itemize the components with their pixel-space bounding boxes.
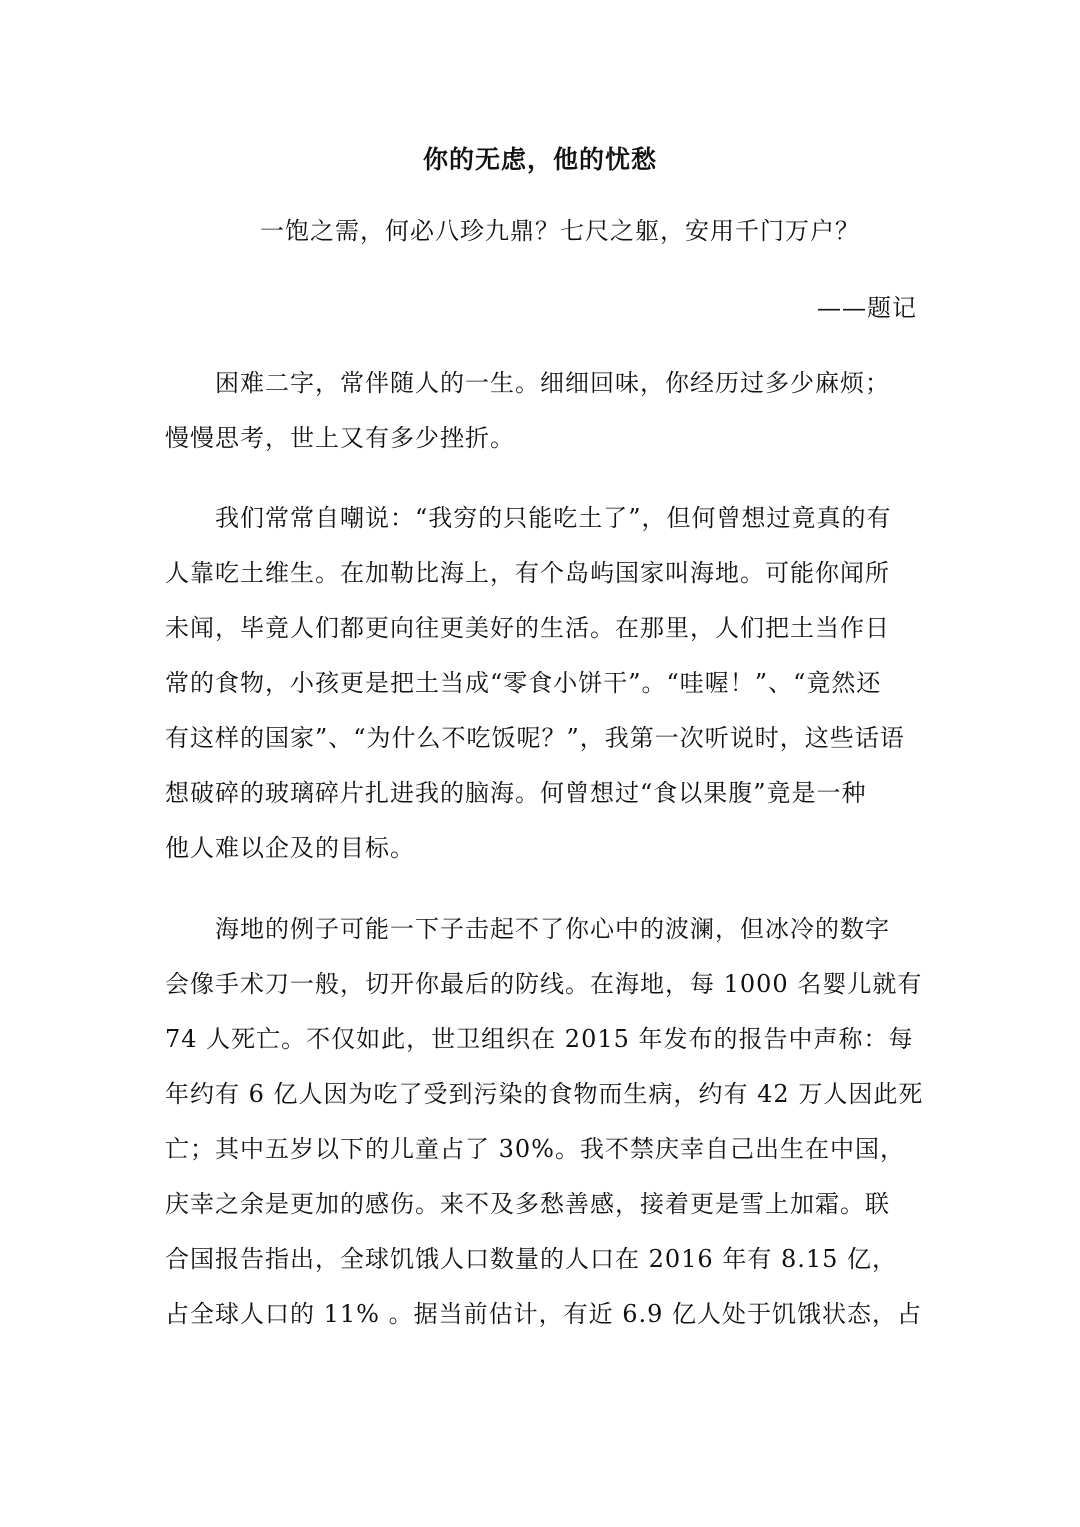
paragraph-line: 想破碎的玻璃碎片扎进我的脑海。何曾想过“食以果腹”竟是一种	[165, 779, 867, 807]
paragraph-line: 占全球人口的 11% 。据当前估计，有近 6.9 亿人处于饥饿状态，占	[165, 1300, 923, 1328]
paragraph-line: 慢慢思考，世上又有多少挫折。	[165, 424, 515, 452]
paragraph-line: 困难二字，常伴随人的一生。细细回味，你经历过多少麻烦；	[215, 369, 890, 397]
paragraph-line: 74 人死亡。不仅如此，世卫组织在 2015 年发布的报告中声称：每	[165, 1025, 914, 1053]
paragraph-1	[165, 356, 925, 466]
paragraph-line: 亡；其中五岁以下的儿童占了 30%。我不禁庆幸自己出生在中国，	[165, 1135, 905, 1163]
paragraph-line: 他人难以企及的目标。	[165, 834, 415, 862]
epigraph: 一饱之需，何必八珍九鼎？七尺之躯，安用千门万户？	[260, 217, 860, 245]
paragraph-3	[165, 902, 925, 1342]
paragraph-line: 合国报告指出，全球饥饿人口数量的人口在 2016 年有 8.15 亿，	[165, 1245, 898, 1273]
paragraph-line: 庆幸之余是更加的感伤。来不及多愁善感，接着更是雪上加霜。联	[165, 1190, 890, 1218]
paragraph-line: 有这样的国家”、“为什么不吃饭呢？”，我第一次听说时，这些话语	[165, 724, 905, 752]
paragraph-line: 人靠吃土维生。在加勒比海上，有个岛屿国家叫海地。可能你闻所	[165, 559, 890, 587]
paragraph-line: 我们常常自嘲说：“我穷的只能吃土了”，但何曾想过竟真的有	[215, 504, 892, 532]
paragraph-2	[165, 491, 925, 876]
document-title: 你的无虑，他的忧愁	[422, 145, 657, 174]
paragraph-line: 常的食物，小孩更是把土当成“零食小饼干”。“哇喔！”、“竟然还	[165, 669, 882, 697]
paragraph-line: 未闻，毕竟人们都更向往更美好的生活。在那里，人们把土当作日	[165, 614, 890, 642]
paragraph-line: 年约有 6 亿人因为吃了受到污染的食物而生病，约有 42 万人因此死	[165, 1080, 924, 1108]
paragraph-line: 会像手术刀一般，切开你最后的防线。在海地，每 1000 名婴儿就有	[165, 970, 923, 998]
paragraph-line: 海地的例子可能一下子击起不了你心中的波澜，但冰冷的数字	[215, 915, 890, 943]
epigraph-attribution: ——题记	[817, 294, 917, 322]
